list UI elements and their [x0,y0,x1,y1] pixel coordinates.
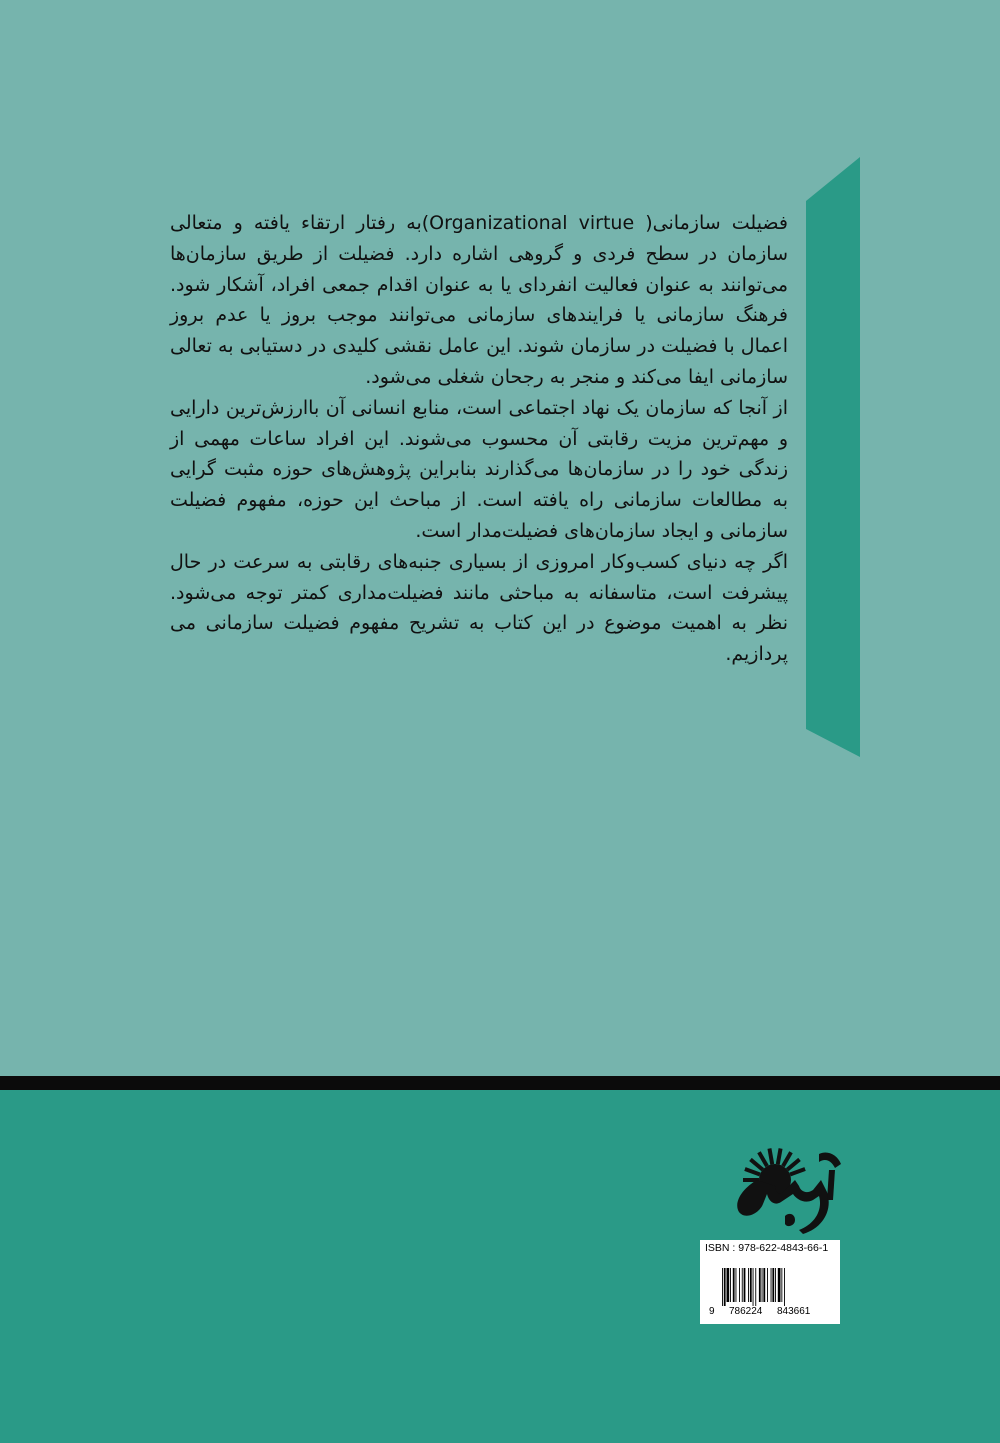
side-accent-bar [806,157,860,757]
barcode-bar [722,1268,723,1306]
barcode-bar [744,1268,746,1302]
barcode-bar [727,1268,730,1302]
barcode-bar [771,1268,772,1302]
barcode-bar [748,1268,749,1302]
lower-cover-panel [0,1090,1000,1443]
barcode-bar [781,1268,782,1302]
barcode-bar [733,1268,735,1302]
barcode-bar [767,1268,768,1302]
barcode-bar [739,1268,740,1302]
barcode-bar [724,1268,726,1306]
barcode-digit-first: 9 [709,1306,715,1317]
black-divider-band [0,1076,1000,1090]
barcode-bar [762,1268,763,1302]
barcode-bar [784,1268,785,1306]
barcode-digit-group-1: 786224 [729,1306,763,1317]
barcode-bar [750,1268,752,1302]
blurb-paragraph-1: فضیلت سازمانی( Organizational virtue)به رفتار ارتقاء یافته و متعالی سازمان در سطح فردی و گروهی اشاره دارد. فضیلت از طریق سازمان‌ها می‌توانند به عنوان فعالیت انفردای یا به عنوان اقدام جمعی افراد، آشکار شود. فرهنگ سازمانی یا فرایندهای سازمانی می‌توانند موجب بروز یا عدم بروز اعمال با فضیلت در سازمان شوند. این عامل نقشی کلیدی در دستیابی به تعالی سازمانی ایفا می‌کند و منجر به رجحان شغلی می‌شود. [170,212,788,388]
barcode-digit-group-2: 843661 [777,1306,811,1317]
barcode-bar [742,1268,743,1302]
barcode-bar [753,1268,754,1306]
isbn-barcode-label [700,1240,840,1324]
barcode-bar [759,1268,761,1302]
barcode-bar [763,1268,765,1302]
back-cover-blurb [170,208,788,670]
blurb-paragraph-2: از آنجا که سازمان یک نهاد اجتماعی است، منابع انسانی آن باارزش‌ترین دارایی و مهم‌ترین مزیت رقابتی آن محسوب می‌شوند. این افراد ساعات مهمی از زندگی خود را در سازمان‌ها می‌گذارند بنابراین پژوهش‌های حوزه مثبت گرایی به مطالعات سازمانی راه یافته است. از مباحث این حوزه، مفهوم فضیلت سازمانی و ایجاد سازمان‌های فضیلت‌مدار است. [170,396,788,542]
blurb-paragraph-3: اگر چه دنیای کسب‌وکار امروزی از بسیاری جنبه‌های رقابتی به سرعت در حال پیشرفت است، متاسفانه به مباحثی مانند فضیلت‌مداری کمتر توجه می‌شود. نظر به اهمیت موضوع در این کتاب به تشریح مفهوم فضیلت سازمانی می پردازیم. [170,550,788,666]
barcode-bar [775,1268,776,1302]
barcode-bar [778,1268,781,1302]
barcode-bar [772,1268,774,1302]
publisher-logo-icon [723,1140,847,1235]
barcode-bar [736,1268,737,1302]
isbn-number: ISBN : 978-622-4843-66-1 [705,1242,829,1254]
barcode-bar [730,1268,731,1302]
barcode-bar [755,1268,756,1306]
barcode-icon [722,1268,822,1306]
